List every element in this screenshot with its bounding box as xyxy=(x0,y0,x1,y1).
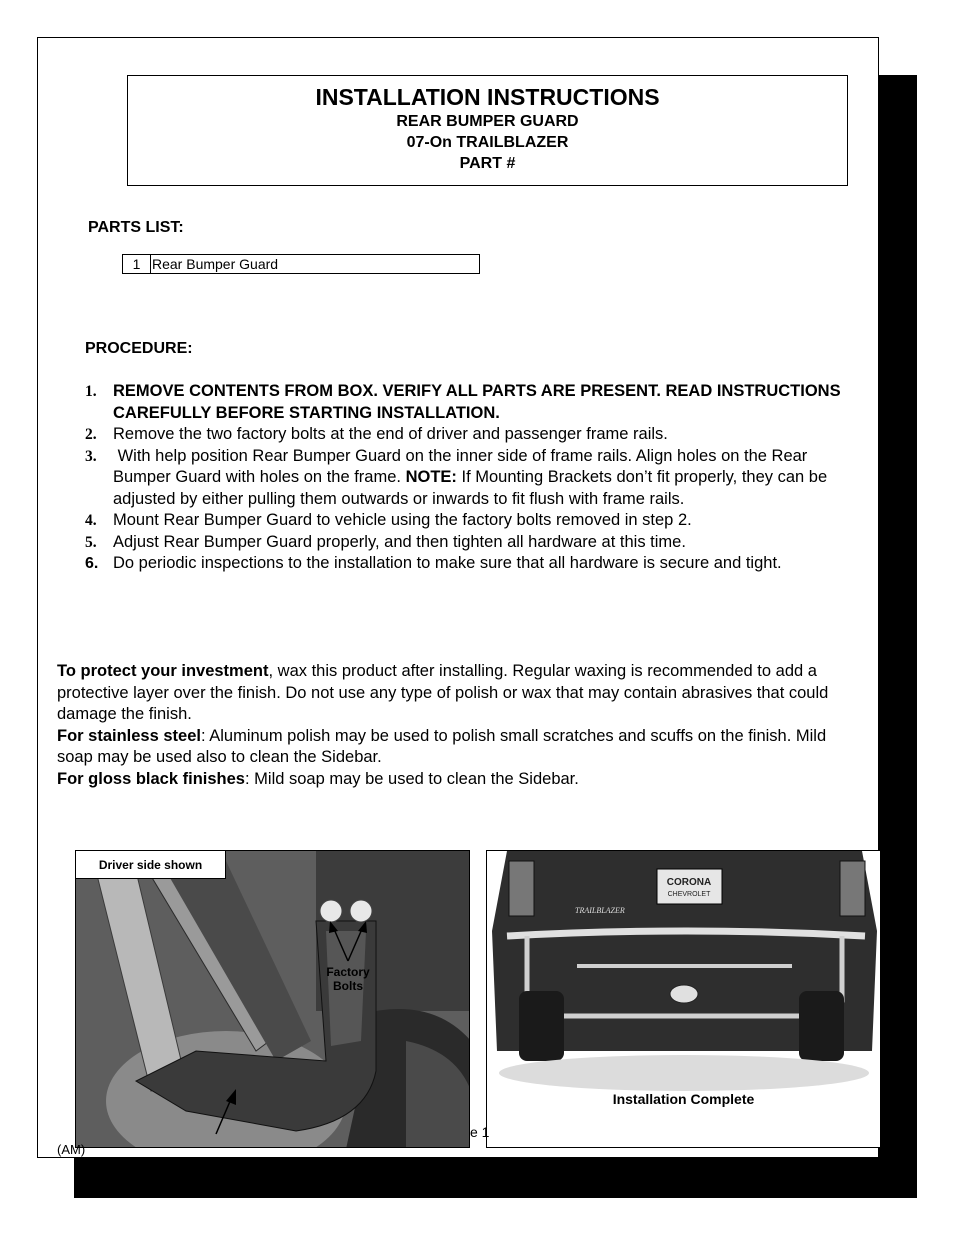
step-number: 1. xyxy=(85,383,97,400)
step-number: 5. xyxy=(85,533,97,551)
document-title: INSTALLATION INSTRUCTIONS xyxy=(315,84,660,110)
procedure-step xyxy=(85,510,865,532)
procedure-step xyxy=(85,532,865,554)
model-badge: TRAILBLAZER xyxy=(575,906,625,915)
bracket-photo-illustration xyxy=(76,851,470,1148)
care-lead: For gloss black finishes xyxy=(57,769,245,788)
step-text: Adjust Rear Bumper Guard properly, and then tighten all hardware at this time. xyxy=(113,532,686,551)
care-paragraph xyxy=(57,769,857,791)
driver-side-label: Driver side shown xyxy=(76,851,226,879)
step-text-part: If Mounting Brackets don’t fit properly, they can be adjusted by either pulling them outwards or inwards to fit flush with frame rails. xyxy=(113,468,828,508)
step-text: Remove the two factory bolts at the end of driver and passenger frame rails. xyxy=(113,425,668,443)
care-text: : Mild soap may be used to clean the Sidebar. xyxy=(244,769,579,788)
installation-complete-photo xyxy=(486,850,881,1148)
part-name: Rear Bumper Guard xyxy=(152,256,279,272)
care-text: , wax this product after installing. Regular waxing is recommended to add a protective layer over the finish. Do not use any type of polish or wax that may contain abrasives that could damage the finish. xyxy=(57,662,829,723)
care-instructions xyxy=(57,661,857,790)
step-text xyxy=(113,446,865,511)
procedure-step xyxy=(85,446,865,511)
care-paragraph xyxy=(57,726,857,769)
care-paragraph xyxy=(57,661,857,726)
note-label: NOTE: xyxy=(405,468,457,486)
procedure-step xyxy=(85,424,865,446)
step-text: Do periodic inspections to the installation to make sure that all hardware is secure and tight. xyxy=(113,554,782,572)
document-page xyxy=(37,37,879,1158)
parts-list-heading: PARTS LIST: xyxy=(88,219,184,236)
installation-complete-caption: Installation Complete xyxy=(612,1091,755,1107)
step-text: REMOVE CONTENTS FROM BOX. VERIFY ALL PARTS ARE PRESENT. READ INSTRUCTIONS CAREFULLY BEFORE STARTING INSTALLATION. xyxy=(113,382,841,422)
factory-bolts-label-line: Bolts xyxy=(333,979,363,993)
page-number-fragment: e 1 xyxy=(470,1124,490,1140)
procedure-steps xyxy=(85,381,865,575)
care-text: : Aluminum polish may be used to polish small scratches and scuffs on the finish. Mild soap may be used also to clean the Sidebar. xyxy=(57,726,827,766)
title-box xyxy=(127,75,848,186)
step-number: 4. xyxy=(85,512,97,529)
procedure-heading: PROCEDURE: xyxy=(85,340,193,357)
product-name: REAR BUMPER GUARD xyxy=(396,113,579,130)
parts-table-row xyxy=(122,254,480,274)
step-text-part: With help position Rear Bumper Guard on the inner side of frame rails. Align holes on the Rear Bumper Guard with holes on the frame. xyxy=(113,446,812,486)
driver-side-photo xyxy=(75,850,470,1148)
step-text: Mount Rear Bumper Guard to vehicle using the factory bolts removed in step 2. xyxy=(113,511,692,529)
factory-bolts-label xyxy=(320,965,376,993)
plate-text-line: CORONA xyxy=(666,877,712,888)
procedure-step xyxy=(85,553,865,575)
part-number: PART # xyxy=(459,155,516,172)
part-qty: 1 xyxy=(123,255,151,273)
care-lead: For stainless steel xyxy=(57,726,201,745)
procedure-step xyxy=(85,381,865,424)
step-number: 3. xyxy=(85,447,97,465)
plate-text-line: CHEVROLET xyxy=(667,891,711,898)
step-number: 2. xyxy=(85,426,97,443)
care-lead: To protect your investment xyxy=(57,662,269,680)
step-number: 6. xyxy=(85,555,99,572)
footer-code: (AM) xyxy=(57,1142,86,1157)
vehicle-model: 07-On TRAILBLAZER xyxy=(406,134,569,151)
factory-bolts-label-line: Factory xyxy=(326,965,370,979)
